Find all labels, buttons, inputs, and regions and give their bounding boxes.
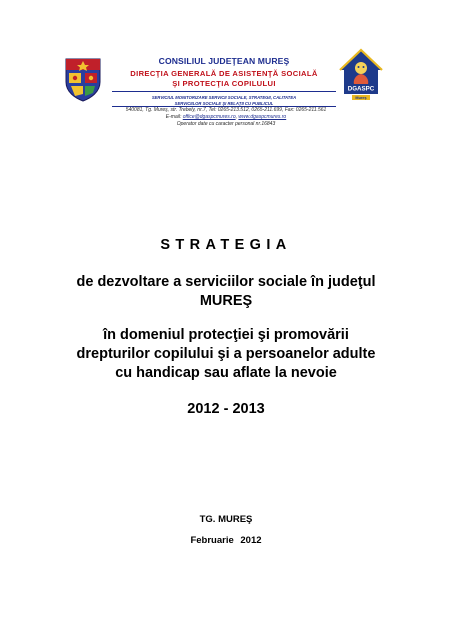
contact-block <box>60 107 392 128</box>
document-date: Februarie 2012 <box>190 535 262 546</box>
letterhead-divider <box>112 91 336 92</box>
document-scope <box>40 326 412 383</box>
service-name-line2: SERVICIILOR SOCIALE ŞI RELAŢII CU PUBLICUL <box>174 100 274 106</box>
contact-operator-number: Operator date cu caracter personal nr.16843 <box>176 121 276 127</box>
contact-address: 540081, Tg. Mureş, str. Trebely, nr.7, Tel: 0265-213.512, 0265-211.699, Fax: 0265-211.561 <box>125 107 327 113</box>
subtitle-line-1: de dezvoltare a serviciilor sociale în judeţul <box>76 274 376 290</box>
document-place: TG. MUREŞ <box>199 514 253 525</box>
document-subtitle <box>40 273 412 311</box>
contact-website-link[interactable]: www.dgaspcmures.ro <box>238 114 287 120</box>
scope-line-2: drepturilor copilului şi a persoanelor adulte <box>76 346 376 362</box>
contact-email-line: E-mail: office@dgaspcmures.ro, www.dgaspcmures.ro <box>165 114 287 120</box>
scope-line-1: în domeniul protecţiei şi promovării <box>103 327 349 343</box>
directorate-name-line2: ŞI PROTECŢIA COPILULUI <box>172 79 276 88</box>
document-period: 2012 - 2013 <box>187 401 265 417</box>
directorate-name-line1: DIRECŢIA GENERALĂ DE ASISTENŢĂ SOCIALĂ <box>130 69 318 78</box>
subtitle-line-2: MUREŞ <box>199 293 253 309</box>
logo-text: DGASPC <box>347 85 375 93</box>
county-coat-of-arms-icon <box>63 56 103 102</box>
logo-subtext: Mureş <box>355 96 367 100</box>
contact-email-label: E-mail: <box>165 114 182 120</box>
document-title: STRATEGIA <box>160 237 292 253</box>
dgaspc-logo-icon <box>338 48 384 100</box>
service-name-line1: SERVICIUL MONITORIZARE SERVICII SOCIALE, STRATEGII, CALITATEA <box>151 95 297 100</box>
scope-line-3: cu handicap sau aflate la nevoie <box>115 365 337 381</box>
letterhead-text <box>108 56 340 107</box>
contact-email-link[interactable]: office@dgaspcmures.ro <box>182 114 236 120</box>
council-name: CONSILIUL JUDEŢEAN MUREŞ <box>158 56 290 66</box>
